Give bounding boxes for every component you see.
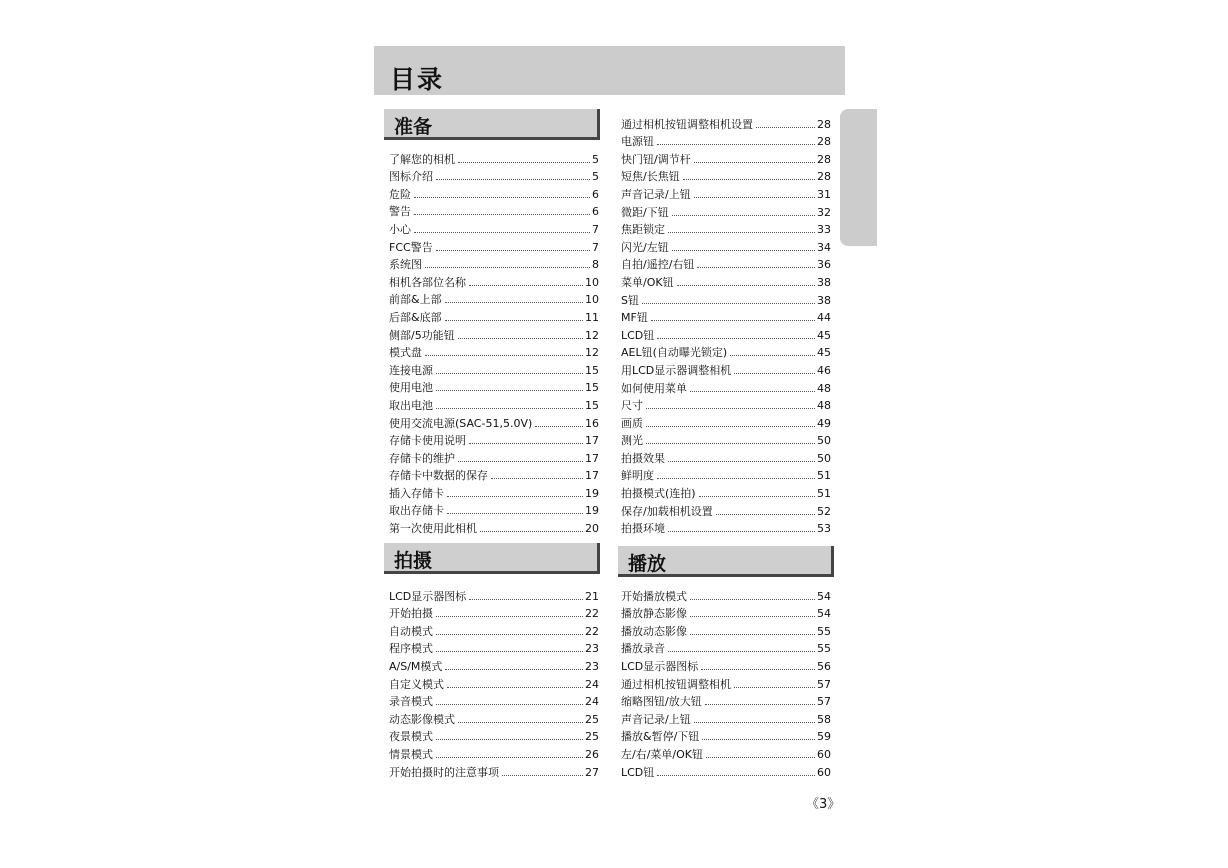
toc-entry bbox=[621, 307, 831, 325]
dot-leader bbox=[657, 144, 815, 145]
toc-entry bbox=[621, 500, 831, 518]
toc-entry bbox=[621, 289, 831, 307]
dot-leader bbox=[469, 443, 583, 444]
toc-entry-page: 26 bbox=[585, 747, 599, 761]
toc-entry-label: 焦距锁定 bbox=[621, 223, 665, 237]
toc-entry-page: 45 bbox=[817, 346, 831, 360]
toc-entry bbox=[621, 324, 831, 342]
toc-entry bbox=[389, 254, 599, 272]
section-heading-prep-text: 准备 bbox=[394, 116, 433, 138]
dot-leader bbox=[668, 232, 815, 233]
dot-leader bbox=[657, 478, 815, 479]
toc-entry bbox=[621, 673, 831, 691]
toc-entry-page: 12 bbox=[585, 328, 599, 342]
toc-entry-label: 测光 bbox=[621, 434, 643, 448]
toc-entry-label: LCD显示器图标 bbox=[621, 659, 699, 673]
toc-entry-label: 播放静态影像 bbox=[621, 607, 687, 621]
toc-entry-page: 60 bbox=[817, 747, 831, 761]
toc-entry-label: S钮 bbox=[621, 293, 639, 307]
toc-entry bbox=[389, 342, 599, 360]
toc-entry bbox=[621, 743, 831, 761]
toc-entry-page: 28 bbox=[817, 135, 831, 149]
toc-entry-label: 短焦/长焦钮 bbox=[621, 170, 680, 184]
toc-entry-page: 59 bbox=[817, 730, 831, 744]
toc-entry-label: 使用电池 bbox=[389, 381, 433, 395]
toc-entry-label: 自动模式 bbox=[389, 624, 433, 638]
toc-entry-label: 声音记录/上钮 bbox=[621, 712, 691, 726]
toc-entry bbox=[389, 447, 599, 465]
dot-leader bbox=[734, 373, 815, 374]
dot-leader bbox=[436, 390, 583, 391]
toc-entry-label: 开始播放模式 bbox=[621, 589, 687, 603]
section-heading-prep bbox=[384, 109, 600, 140]
dot-leader bbox=[458, 338, 583, 339]
toc-entry bbox=[389, 430, 599, 448]
toc-entry-label: 播放&暂停/下钮 bbox=[621, 730, 700, 744]
dot-leader bbox=[447, 496, 583, 497]
toc-entry bbox=[621, 655, 831, 673]
toc-list-prep-left bbox=[389, 148, 599, 535]
toc-entry-page: 8 bbox=[592, 258, 599, 272]
toc-entry bbox=[389, 218, 599, 236]
toc-entry-label: 存储卡中数据的保存 bbox=[389, 469, 488, 483]
toc-entry bbox=[389, 655, 599, 673]
toc-entry bbox=[621, 585, 831, 603]
toc-entry-page: 24 bbox=[585, 695, 599, 709]
toc-entry bbox=[621, 359, 831, 377]
toc-entry-label: 如何使用菜单 bbox=[621, 381, 687, 395]
toc-entry-label: 拍摄效果 bbox=[621, 451, 665, 465]
dot-leader bbox=[690, 634, 815, 635]
dot-leader bbox=[491, 478, 583, 479]
toc-entry-label: 插入存储卡 bbox=[389, 486, 444, 500]
dot-leader bbox=[756, 127, 815, 128]
dot-leader bbox=[701, 669, 815, 670]
section-heading-play bbox=[618, 546, 834, 577]
toc-entry-label: 左/右/菜单/OK钮 bbox=[621, 747, 703, 761]
toc-entry-label: 微距/下钮 bbox=[621, 205, 669, 219]
dot-leader bbox=[683, 179, 815, 180]
toc-entry-page: 44 bbox=[817, 311, 831, 325]
toc-entry-page: 7 bbox=[592, 222, 599, 236]
toc-entry bbox=[389, 726, 599, 744]
toc-entry bbox=[389, 500, 599, 518]
toc-entry-page: 57 bbox=[817, 695, 831, 709]
toc-entry-page: 51 bbox=[817, 469, 831, 483]
toc-entry-label: 播放动态影像 bbox=[621, 624, 687, 638]
toc-entry bbox=[621, 518, 831, 536]
toc-entry-page: 54 bbox=[817, 607, 831, 621]
toc-entry bbox=[389, 236, 599, 254]
toc-entry bbox=[621, 638, 831, 656]
toc-entry-page: 38 bbox=[817, 293, 831, 307]
dot-leader bbox=[651, 320, 815, 321]
toc-list-shoot bbox=[389, 585, 599, 779]
toc-entry bbox=[389, 394, 599, 412]
toc-entry-page: 28 bbox=[817, 170, 831, 184]
dot-leader bbox=[502, 775, 583, 776]
toc-entry-page: 51 bbox=[817, 487, 831, 501]
toc-entry-page: 21 bbox=[585, 589, 599, 603]
toc-entry bbox=[389, 603, 599, 621]
toc-entry bbox=[621, 708, 831, 726]
dot-leader bbox=[672, 250, 815, 251]
toc-entry-page: 48 bbox=[817, 381, 831, 395]
dot-leader bbox=[414, 232, 590, 233]
toc-entry-page: 57 bbox=[817, 677, 831, 691]
toc-entry-page: 23 bbox=[585, 642, 599, 656]
toc-entry-label: 侧部/5功能钮 bbox=[389, 328, 455, 342]
dot-leader bbox=[730, 355, 815, 356]
toc-entry-page: 38 bbox=[817, 275, 831, 289]
toc-entry-page: 15 bbox=[585, 363, 599, 377]
section-heading-play-text: 播放 bbox=[628, 553, 667, 575]
toc-entry-label: AEL钮(自动曝光锁定) bbox=[621, 346, 728, 360]
toc-entry-page: 54 bbox=[817, 589, 831, 603]
toc-entry-label: 声音记录/上钮 bbox=[621, 187, 691, 201]
toc-entry bbox=[621, 395, 831, 413]
section-heading-shoot-text: 拍摄 bbox=[394, 550, 433, 572]
side-tab bbox=[840, 109, 877, 246]
toc-entry-label: A/S/M模式 bbox=[389, 659, 443, 673]
toc-entry-label: 取出存储卡 bbox=[389, 504, 444, 518]
dot-leader bbox=[414, 197, 590, 198]
toc-entry-label: 存储卡使用说明 bbox=[389, 434, 466, 448]
toc-entry bbox=[389, 673, 599, 691]
toc-entry bbox=[389, 638, 599, 656]
dot-leader bbox=[458, 722, 583, 723]
toc-entry-label: 拍摄模式(连拍) bbox=[621, 487, 696, 501]
toc-entry-label: 动态影像模式 bbox=[389, 712, 455, 726]
section-heading-shoot bbox=[384, 543, 600, 574]
toc-entry-label: 使用交流电源(SAC-51,5.0V) bbox=[389, 416, 533, 430]
toc-entry-page: 6 bbox=[592, 187, 599, 201]
toc-entry-label: 开始拍摄 bbox=[389, 607, 433, 621]
toc-entry-label: 小心 bbox=[389, 222, 411, 236]
toc-entry bbox=[389, 271, 599, 289]
toc-entry bbox=[389, 306, 599, 324]
toc-entry-label: 模式盘 bbox=[389, 346, 422, 360]
toc-entry bbox=[389, 585, 599, 603]
toc-entry-label: 录音模式 bbox=[389, 695, 433, 709]
toc-entry-label: 系统图 bbox=[389, 258, 422, 272]
toc-entry-label: 取出电池 bbox=[389, 398, 433, 412]
toc-entry bbox=[389, 359, 599, 377]
toc-entry-label: MF钮 bbox=[621, 311, 648, 325]
toc-entry-page: 52 bbox=[817, 504, 831, 518]
toc-entry-page: 17 bbox=[585, 434, 599, 448]
toc-entry bbox=[621, 377, 831, 395]
toc-list-play bbox=[621, 585, 831, 779]
toc-entry bbox=[389, 324, 599, 342]
toc-entry-label: 开始拍摄时的注意事项 bbox=[389, 765, 499, 779]
toc-entry bbox=[621, 183, 831, 201]
toc-entry-page: 32 bbox=[817, 205, 831, 219]
toc-entry-label: 闪光/左钮 bbox=[621, 240, 669, 254]
toc-entry-label: 存储卡的维护 bbox=[389, 451, 455, 465]
toc-entry-page: 17 bbox=[585, 451, 599, 465]
toc-entry-label: 用LCD显示器调整相机 bbox=[621, 363, 732, 377]
toc-entry-page: 46 bbox=[817, 363, 831, 377]
dot-leader bbox=[668, 461, 815, 462]
toc-entry-page: 12 bbox=[585, 346, 599, 360]
toc-entry-label: 拍摄环境 bbox=[621, 522, 665, 536]
toc-entry bbox=[621, 219, 831, 237]
dot-leader bbox=[690, 599, 815, 600]
dot-leader bbox=[535, 426, 583, 427]
toc-entry bbox=[389, 289, 599, 307]
toc-entry bbox=[621, 201, 831, 219]
toc-entry-page: 20 bbox=[585, 522, 599, 536]
dot-leader bbox=[445, 302, 583, 303]
dot-leader bbox=[690, 616, 815, 617]
toc-entry-label: 自定义模式 bbox=[389, 677, 444, 691]
dot-leader bbox=[646, 426, 815, 427]
toc-entry bbox=[389, 201, 599, 219]
toc-entry-page: 60 bbox=[817, 765, 831, 779]
toc-entry bbox=[621, 113, 831, 131]
toc-entry-label: 画质 bbox=[621, 416, 643, 430]
toc-entry-label: 尺寸 bbox=[621, 399, 643, 413]
toc-entry bbox=[389, 761, 599, 779]
dot-leader bbox=[480, 531, 583, 532]
dot-leader bbox=[672, 215, 815, 216]
toc-entry bbox=[389, 183, 599, 201]
dot-leader bbox=[414, 214, 590, 215]
dot-leader bbox=[646, 443, 815, 444]
toc-entry-page: 19 bbox=[585, 486, 599, 500]
toc-entry-label: 夜景模式 bbox=[389, 730, 433, 744]
toc-entry bbox=[621, 166, 831, 184]
toc-entry bbox=[621, 447, 831, 465]
toc-entry-label: 图标介绍 bbox=[389, 170, 433, 184]
toc-entry-page: 45 bbox=[817, 328, 831, 342]
toc-entry bbox=[621, 236, 831, 254]
dot-leader bbox=[705, 704, 815, 705]
toc-entry-page: 5 bbox=[592, 152, 599, 166]
toc-entry bbox=[621, 271, 831, 289]
toc-entry bbox=[621, 620, 831, 638]
dot-leader bbox=[694, 722, 815, 723]
dot-leader bbox=[436, 704, 583, 705]
dot-leader bbox=[690, 391, 815, 392]
toc-entry bbox=[389, 166, 599, 184]
dot-leader bbox=[697, 267, 815, 268]
dot-leader bbox=[436, 179, 590, 180]
toc-entry-label: 菜单/OK钮 bbox=[621, 275, 674, 289]
toc-entry-label: 相机各部位名称 bbox=[389, 275, 466, 289]
dot-leader bbox=[694, 162, 815, 163]
toc-entry-page: 27 bbox=[585, 765, 599, 779]
toc-entry-page: 28 bbox=[817, 152, 831, 166]
dot-leader bbox=[425, 267, 590, 268]
page-title: 目录 bbox=[390, 65, 445, 94]
dot-leader bbox=[436, 408, 583, 409]
dot-leader bbox=[447, 513, 583, 514]
toc-entry-page: 15 bbox=[585, 381, 599, 395]
toc-entry-page: 50 bbox=[817, 451, 831, 465]
toc-list-prep-right bbox=[621, 113, 831, 535]
toc-entry-page: 24 bbox=[585, 677, 599, 691]
toc-entry bbox=[621, 691, 831, 709]
toc-entry-page: 22 bbox=[585, 624, 599, 638]
dot-leader bbox=[436, 616, 583, 617]
dot-leader bbox=[458, 461, 583, 462]
title-bar bbox=[374, 46, 845, 95]
toc-entry bbox=[389, 482, 599, 500]
dot-leader bbox=[436, 634, 583, 635]
dot-leader bbox=[699, 496, 815, 497]
toc-entry bbox=[621, 254, 831, 272]
toc-entry-page: 10 bbox=[585, 293, 599, 307]
toc-entry-label: 警告 bbox=[389, 205, 411, 219]
toc-entry-page: 19 bbox=[585, 504, 599, 518]
dot-leader bbox=[642, 303, 815, 304]
toc-entry-label: 自拍/遥控/右钮 bbox=[621, 258, 695, 272]
toc-entry-label: 程序模式 bbox=[389, 642, 433, 656]
dot-leader bbox=[716, 514, 815, 515]
toc-entry-page: 33 bbox=[817, 223, 831, 237]
toc-entry-page: 53 bbox=[817, 522, 831, 536]
dot-leader bbox=[668, 651, 815, 652]
toc-entry-label: 通过相机按钮调整相机 bbox=[621, 677, 731, 691]
toc-entry-page: 25 bbox=[585, 712, 599, 726]
toc-entry-page: 48 bbox=[817, 399, 831, 413]
dot-leader bbox=[734, 687, 815, 688]
dot-leader bbox=[436, 250, 590, 251]
dot-leader bbox=[445, 669, 583, 670]
dot-leader bbox=[425, 355, 583, 356]
dot-leader bbox=[702, 739, 815, 740]
toc-entry-label: 第一次使用此相机 bbox=[389, 522, 477, 536]
toc-entry bbox=[621, 465, 831, 483]
toc-entry-page: 11 bbox=[585, 310, 599, 324]
dot-leader bbox=[445, 320, 583, 321]
toc-entry-page: 58 bbox=[817, 712, 831, 726]
dot-leader bbox=[469, 599, 583, 600]
toc-entry-label: 电源钮 bbox=[621, 135, 654, 149]
page-number: 《3》 bbox=[806, 797, 841, 812]
toc-entry-label: 保存/加载相机设置 bbox=[621, 504, 713, 518]
toc-entry-label: 后部&底部 bbox=[389, 310, 442, 324]
toc-entry-page: 55 bbox=[817, 624, 831, 638]
toc-entry bbox=[621, 761, 831, 779]
dot-leader bbox=[436, 757, 583, 758]
toc-entry-label: LCD显示器图标 bbox=[389, 589, 467, 603]
toc-entry-page: 31 bbox=[817, 187, 831, 201]
toc-entry-page: 15 bbox=[585, 398, 599, 412]
toc-entry-page: 36 bbox=[817, 258, 831, 272]
toc-entry bbox=[621, 131, 831, 149]
toc-entry bbox=[389, 148, 599, 166]
toc-entry bbox=[389, 691, 599, 709]
toc-entry-page: 50 bbox=[817, 434, 831, 448]
toc-entry-page: 16 bbox=[585, 416, 599, 430]
toc-entry bbox=[389, 743, 599, 761]
toc-entry bbox=[621, 603, 831, 621]
toc-entry-page: 7 bbox=[592, 240, 599, 254]
toc-entry-page: 25 bbox=[585, 730, 599, 744]
toc-entry-page: 28 bbox=[817, 117, 831, 131]
dot-leader bbox=[436, 373, 583, 374]
toc-entry-page: 5 bbox=[592, 170, 599, 184]
dot-leader bbox=[657, 775, 815, 776]
dot-leader bbox=[706, 757, 815, 758]
dot-leader bbox=[677, 285, 815, 286]
toc-entry-label: 危险 bbox=[389, 187, 411, 201]
toc-entry bbox=[389, 620, 599, 638]
dot-leader bbox=[436, 739, 583, 740]
toc-entry-label: 连接电源 bbox=[389, 363, 433, 377]
toc-entry-label: 情景模式 bbox=[389, 747, 433, 761]
toc-entry-page: 49 bbox=[817, 416, 831, 430]
toc-entry-label: LCD钮 bbox=[621, 765, 655, 779]
toc-entry-page: 17 bbox=[585, 469, 599, 483]
dot-leader bbox=[646, 408, 815, 409]
toc-entry-label: 缩略图钮/放大钮 bbox=[621, 695, 702, 709]
toc-entry bbox=[621, 148, 831, 166]
toc-entry-page: 55 bbox=[817, 642, 831, 656]
toc-entry bbox=[621, 412, 831, 430]
toc-entry-page: 56 bbox=[817, 659, 831, 673]
toc-entry-label: 播放录音 bbox=[621, 642, 665, 656]
dot-leader bbox=[694, 197, 815, 198]
toc-entry bbox=[389, 517, 599, 535]
toc-entry-label: LCD钮 bbox=[621, 328, 655, 342]
toc-entry bbox=[621, 726, 831, 744]
toc-entry bbox=[389, 412, 599, 430]
toc-entry-label: 通过相机按钮调整相机设置 bbox=[621, 117, 753, 131]
dot-leader bbox=[657, 338, 815, 339]
toc-entry-page: 23 bbox=[585, 659, 599, 673]
toc-entry-page: 22 bbox=[585, 607, 599, 621]
toc-entry bbox=[621, 342, 831, 360]
toc-entry-label: 了解您的相机 bbox=[389, 152, 455, 166]
toc-entry-label: 快门钮/调节杆 bbox=[621, 152, 691, 166]
dot-leader bbox=[447, 687, 583, 688]
toc-entry-label: 鲜明度 bbox=[621, 469, 654, 483]
dot-leader bbox=[668, 531, 815, 532]
toc-entry bbox=[389, 465, 599, 483]
dot-leader bbox=[458, 162, 590, 163]
toc-entry-label: FCC警告 bbox=[389, 240, 433, 254]
toc-entry bbox=[389, 708, 599, 726]
toc-entry-page: 6 bbox=[592, 205, 599, 219]
dot-leader bbox=[436, 651, 583, 652]
toc-entry bbox=[621, 430, 831, 448]
toc-entry bbox=[621, 482, 831, 500]
toc-entry-page: 34 bbox=[817, 240, 831, 254]
toc-entry-page: 10 bbox=[585, 275, 599, 289]
dot-leader bbox=[469, 285, 583, 286]
toc-entry-label: 前部&上部 bbox=[389, 293, 442, 307]
toc-entry bbox=[389, 377, 599, 395]
